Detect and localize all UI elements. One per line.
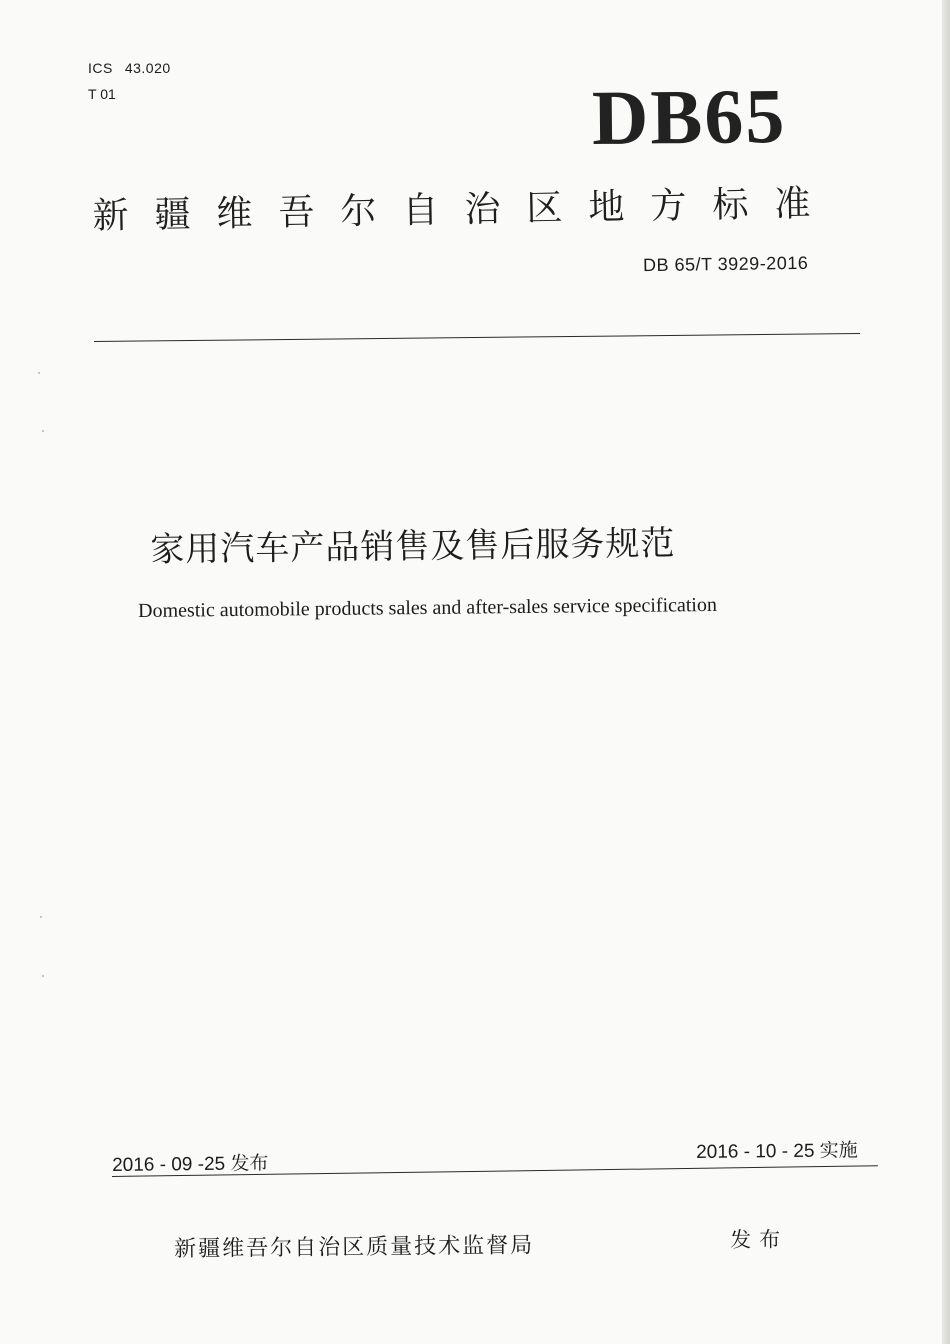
scan-speck	[38, 372, 40, 374]
standard-number: DB 65/T 3929-2016	[642, 252, 809, 276]
issue-date: 2016 - 09 -25 发布	[112, 1153, 269, 1176]
scan-speck	[40, 916, 42, 918]
document-title-zh: 家用汽车产品销售及售后服务规范	[150, 523, 676, 570]
ics-code: 43.020	[124, 60, 171, 76]
ics-classification	[88, 60, 171, 76]
implementation-date: 2016 - 10 - 25 实施	[696, 1140, 858, 1163]
scan-edge	[942, 0, 950, 1344]
ics-label: ICS	[88, 60, 113, 76]
document-title-en: Domestic automobile products sales and after-sales service specification	[138, 593, 718, 622]
header-divider	[94, 333, 860, 342]
scan-speck	[42, 975, 44, 977]
issued-label: 发布	[730, 1227, 789, 1252]
ccs-classification: T 01	[88, 86, 116, 102]
scan-speck	[42, 430, 44, 432]
standard-type-heading: 新疆维吾尔自治区地方标准	[92, 183, 837, 237]
standard-logo: DB65	[591, 71, 787, 162]
issuing-authority: 新疆维吾尔自治区质量技术监督局	[174, 1233, 535, 1262]
